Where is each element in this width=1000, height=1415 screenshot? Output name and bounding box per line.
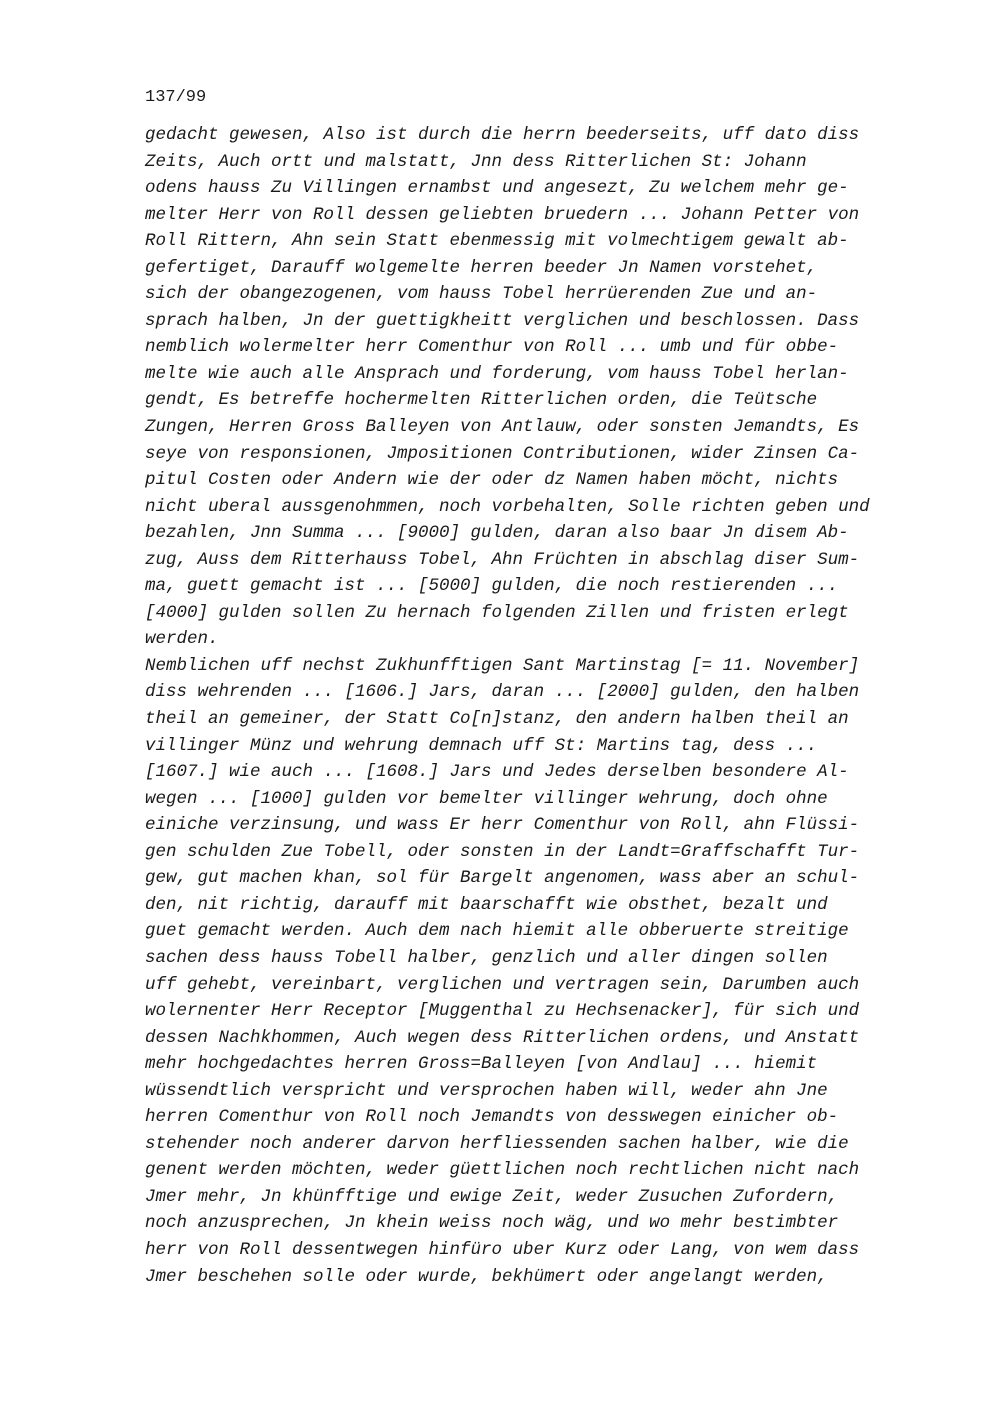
text-line: Jmer mehr, Jn khünfftige und ewige Zeit, weder Zusuchen Zufordern, (145, 1186, 839, 1207)
text-line: dessen Nachkhommen, Auch wegen dess Ritterlichen ordens, und Anstatt (145, 1027, 860, 1048)
text-line: Zeits, Auch ortt und malstatt, Jnn dess Ritterlichen St: Johann (145, 151, 807, 172)
text-line: uff gehebt, vereinbart, verglichen und vertragen sein, Darumben auch (145, 974, 860, 995)
page-number: 137/99 (145, 88, 207, 107)
text-line: einiche verzinsung, und wass Er herr Comenthur von Roll, ahn Flüssi- (145, 815, 860, 836)
text-line: herr von Roll dessentwegen hinfüro uber Kurz oder Lang, von wem dass (145, 1239, 860, 1260)
text-line: noch anzusprechen, Jn khein weiss noch wäg, und wo mehr bestimbter (145, 1213, 839, 1234)
text-line: Jmer beschehen solle oder wurde, bekhümert oder angelangt werden, (145, 1266, 828, 1287)
text-line: ma, guett gemacht ist ... [5000] gulden, die noch restierenden ... (145, 576, 839, 597)
text-line: wegen ... [1000] gulden vor bemelter villinger wehrung, doch ohne (145, 788, 828, 809)
text-line: den, nit richtig, darauff mit baarschafft wie obsthet, bezalt und (145, 894, 828, 915)
text-line: werden. (145, 629, 219, 650)
text-line: pitul Costen oder Andern wie der oder dz Namen haben möcht, nichts (145, 470, 839, 491)
text-line: melter Herr von Roll dessen geliebten bruedern ... Johann Petter von (145, 204, 860, 225)
text-line: zug, Auss dem Ritterhauss Tobel, Ahn Früchten in abschlag diser Sum- (145, 549, 860, 570)
text-line: villinger Münz und wehrung demnach uff St: Martins tag, dess ... (145, 735, 818, 756)
text-line: gen schulden Zue Tobell, oder sonsten in der Landt=Graffschafft Tur- (145, 841, 860, 862)
text-line: wüssendtlich verspricht und versprochen haben will, weder ahn Jne (145, 1080, 828, 1101)
text-line: genent werden möchten, weder güettlichen noch rechtlichen nicht nach (145, 1160, 860, 1181)
text-line: gew, gut machen khan, sol für Bargelt angenomen, wass aber an schul- (145, 868, 860, 889)
text-line: sprach halben, Jn der guettigkheitt verglichen und beschlossen. Dass (145, 310, 860, 331)
text-line: theil an gemeiner, der Statt Co[n]stanz, den andern halben theil an (145, 709, 849, 730)
text-line: nicht uberal aussgenohmmen, noch vorbehalten, Solle richten geben und (145, 496, 870, 517)
text-line: Zungen, Herren Gross Balleyen von Antlauw, oder sonsten Jemandts, Es (145, 417, 860, 438)
text-line: stehender noch anderer darvon herfliessenden sachen halber, wie die (145, 1133, 849, 1154)
text-line: guet gemacht werden. Auch dem nach hiemit alle obberuerte streitige (145, 921, 849, 942)
text-line: sachen dess hauss Tobell halber, genzlich und aller dingen sollen (145, 947, 828, 968)
text-line: gefertiget, Darauff wolgemelte herren beeder Jn Namen vorstehet, (145, 257, 818, 278)
text-line: wolernenter Herr Receptor [Muggenthal zu Hechsenacker], für sich und (145, 1001, 860, 1022)
text-line (145, 1290, 925, 1317)
text-line: melte wie auch alle Ansprach und forderung, vom hauss Tobel herlan- (145, 363, 849, 384)
text-line: nemblich wolermelter herr Comenthur von Roll ... umb und für obbe- (145, 337, 839, 358)
text-line: bezahlen, Jnn Summa ... [9000] gulden, daran also baar Jn disem Ab- (145, 523, 849, 544)
text-line: diss wehrenden ... [1606.] Jars, daran ... [2000] gulden, den halben (145, 682, 860, 703)
text-line: odens hauss Zu Villingen ernambst und angesezt, Zu welchem mehr ge- (145, 178, 849, 199)
text-line: gendt, Es betreffe hochermelten Ritterlichen orden, die Teütsche (145, 390, 818, 411)
text-line: Nemblichen uff nechst Zukhunfftigen Sant Martinstag [= 11. November] (145, 655, 860, 676)
text-line: seye von responsionen, Jmpositionen Contributionen, wider Zinsen Ca- (145, 443, 860, 464)
transcription-text (145, 122, 925, 1317)
text-line: [1607.] wie auch ... [1608.] Jars und Jedes derselben besondere Al- (145, 762, 849, 783)
text-line: sich der obangezogenen, vom hauss Tobel herrüerenden Zue und an- (145, 284, 818, 305)
text-line: [4000] gulden sollen Zu hernach folgenden Zillen und fristen erlegt (145, 602, 849, 623)
text-line: herren Comenthur von Roll noch Jemandts von desswegen einicher ob- (145, 1107, 839, 1128)
text-line: mehr hochgedachtes herren Gross=Balleyen [von Andlau] ... hiemit (145, 1054, 818, 1075)
text-line: Roll Rittern, Ahn sein Statt ebenmessig mit volmechtigem gewalt ab- (145, 231, 849, 252)
text-line: gedacht gewesen, Also ist durch die herrn beederseits, uff dato diss (145, 125, 860, 145)
